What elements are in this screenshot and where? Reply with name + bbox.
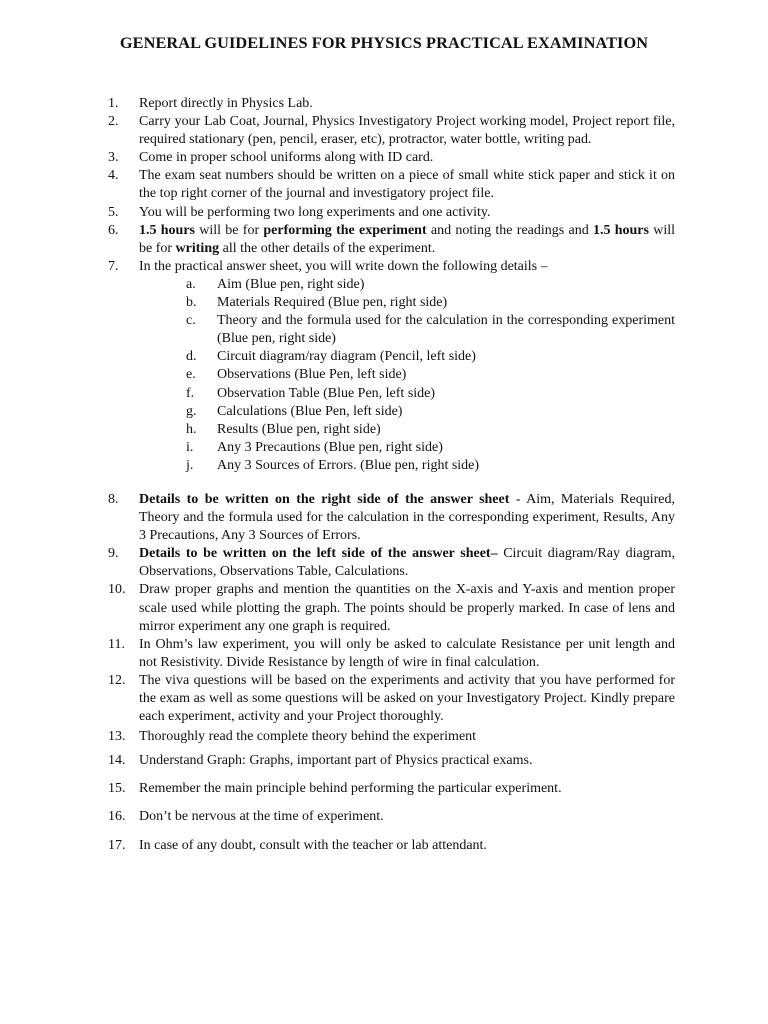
list-item (108, 95, 675, 113)
sub-item-text: Any 3 Sources of Errors. (Blue pen, right side) (217, 457, 480, 473)
list-item (108, 204, 675, 222)
item-number: 15. (108, 781, 126, 797)
list-item (108, 491, 675, 545)
item-text (139, 204, 675, 222)
list-item (108, 672, 675, 726)
item-number: 6. (108, 222, 119, 238)
list-item (108, 837, 675, 855)
text-run: Come in proper school uniforms along with ID card. (139, 150, 434, 166)
bold-text: 1.5 hours (139, 222, 195, 238)
sub-item-text: Observation Table (Blue Pen, left side) (217, 385, 436, 401)
bold-text: 1.5 hours (592, 222, 649, 238)
sub-item-text: Results (Blue pen, right side) (217, 421, 381, 437)
item-text (139, 113, 675, 149)
item-text (139, 167, 675, 203)
text-run: Understand Graph: Graphs, important part of Physics practical exams. (139, 753, 533, 769)
guidelines-list (108, 95, 675, 855)
item-text (139, 581, 675, 635)
item-number: 2. (108, 114, 119, 130)
text-run: The viva questions will be based on the experiments and activity that you have performed for the exam as well as some questions will be asked on your Investigatory Project. Kindly prepare each experiment, activity and your Project thoroughly. (139, 672, 675, 725)
item-number: 13. (108, 729, 126, 745)
item-number: 4. (108, 168, 119, 184)
item-text (139, 545, 675, 581)
item-text (139, 95, 675, 113)
sub-list-item (186, 385, 675, 403)
text-run: will be for (139, 222, 676, 256)
sub-item-text: Materials Required (Blue pen, right side) (217, 295, 448, 311)
item-text (139, 728, 675, 746)
text-run: all the other details of the experiment. (219, 240, 436, 256)
text-run: In the practical answer sheet, you will write down the following details – (139, 258, 548, 274)
sub-item-letter: a. (186, 276, 196, 292)
item-text (139, 752, 675, 770)
sub-item-letter: f. (186, 385, 195, 401)
sub-item-text: Aim (Blue pen, right side) (217, 276, 365, 292)
sub-list-item (186, 457, 675, 475)
sub-list-item (186, 366, 675, 384)
list-item (108, 780, 675, 798)
sub-list-item (186, 421, 675, 439)
item-text (139, 672, 675, 726)
sub-item-letter: c. (186, 313, 196, 329)
item-number: 16. (108, 809, 126, 825)
bold-text: writing (175, 240, 220, 256)
list-item (108, 113, 675, 149)
item-number: 10. (108, 582, 126, 598)
item-text (139, 780, 675, 798)
item-number: 5. (108, 204, 119, 220)
text-run: Report directly in Physics Lab. (139, 96, 313, 111)
bold-text: performing the experiment (263, 222, 427, 238)
sub-item-letter: e. (186, 367, 196, 383)
item-number: 14. (108, 753, 126, 769)
sub-list-item (186, 439, 675, 457)
text-run: Thoroughly read the complete theory behind the experiment (139, 729, 477, 745)
sub-item-letter: i. (186, 439, 194, 455)
list-item (108, 222, 675, 258)
sub-list-item (186, 294, 675, 312)
text-run: The exam seat numbers should be written on a piece of small white stick paper and stick it on the top right corner of the journal and investigatory project file. (139, 168, 675, 202)
item-text (139, 149, 675, 167)
item-text (139, 636, 675, 672)
text-run: Carry your Lab Coat, Journal, Physics Investigatory Project working model, Project report file, required stationary (pen, pencil, eraser, etc), protractor, water bottle, writing pad. (139, 114, 675, 148)
document-title: GENERAL GUIDELINES FOR PHYSICS PRACTICAL EXAMINATION (119, 33, 649, 52)
item-text (139, 837, 675, 855)
text-run: In case of any doubt, consult with the teacher or lab attendant. (139, 837, 487, 853)
item-number: 3. (108, 150, 119, 166)
sub-item-text: Any 3 Precautions (Blue pen, right side) (217, 439, 443, 455)
bold-text: Details to be written on the right side of the answer sheet (139, 491, 510, 507)
text-run: Don’t be nervous at the time of experiment. (139, 809, 384, 825)
sub-item-letter: g. (186, 403, 197, 419)
item-number: 8. (108, 491, 119, 507)
text-run: and noting the readings and (426, 222, 593, 238)
item-number: 12. (108, 672, 126, 688)
item-text (139, 222, 675, 258)
text-run: Circuit diagram/Ray diagram, Observations, Observations Table, Calculations. (139, 546, 676, 580)
bold-text: Details to be written on the left side of the answer sheet– (139, 546, 498, 562)
item-number: 7. (108, 258, 119, 274)
text-run: - Aim, Materials Required, Theory and the formula used for the calculation in the corresponding experiment, Results, Any 3 Precautions, Any 3 Sources of Errors. (139, 491, 676, 544)
item-text (139, 491, 675, 545)
list-item (108, 728, 675, 746)
item-number: 11. (108, 636, 125, 652)
sub-item-letter: h. (186, 421, 197, 437)
list-item (108, 581, 675, 635)
list-item (108, 752, 675, 770)
sub-item-letter: d. (186, 349, 197, 365)
text-run: In Ohm’s law experiment, you will only be asked to calculate Resistance per unit length and not Resistivity. Divide Resistance by length of wire in final calculation. (139, 636, 675, 670)
sub-list-item (186, 312, 675, 348)
item-number: 9. (108, 546, 119, 562)
item-text (139, 808, 675, 826)
text-run: will be for (195, 222, 264, 238)
list-item (108, 258, 675, 475)
text-run: You will be performing two long experiments and one activity. (139, 204, 491, 220)
list-item (108, 636, 675, 672)
item-number: 17. (108, 837, 126, 853)
sub-item-text: Calculations (Blue Pen, left side) (217, 403, 403, 419)
sub-list-item (186, 348, 675, 366)
sub-item-text: Observations (Blue Pen, left side) (217, 367, 407, 383)
list-item (108, 808, 675, 826)
sub-item-text: Theory and the formula used for the calculation in the corresponding experiment (Blue pen, right side) (217, 313, 675, 347)
text-run: Draw proper graphs and mention the quantities on the X-axis and Y-axis and mention proper scale used while plotting the graph. The points should be properly marked. In case of lens and mirror experiment any one graph is required. (139, 582, 675, 634)
list-item (108, 167, 675, 203)
list-item (108, 149, 675, 167)
item-number: 1. (108, 96, 119, 111)
sub-list (186, 276, 675, 475)
text-run: Remember the main principle behind performing the particular experiment. (139, 781, 562, 797)
item-text (139, 258, 675, 475)
sub-list-item (186, 276, 675, 294)
sub-list-item (186, 403, 675, 421)
sub-item-text: Circuit diagram/ray diagram (Pencil, left side) (217, 349, 476, 365)
list-item (108, 545, 675, 581)
sub-item-letter: b. (186, 295, 197, 311)
sub-item-letter: j. (186, 457, 194, 473)
